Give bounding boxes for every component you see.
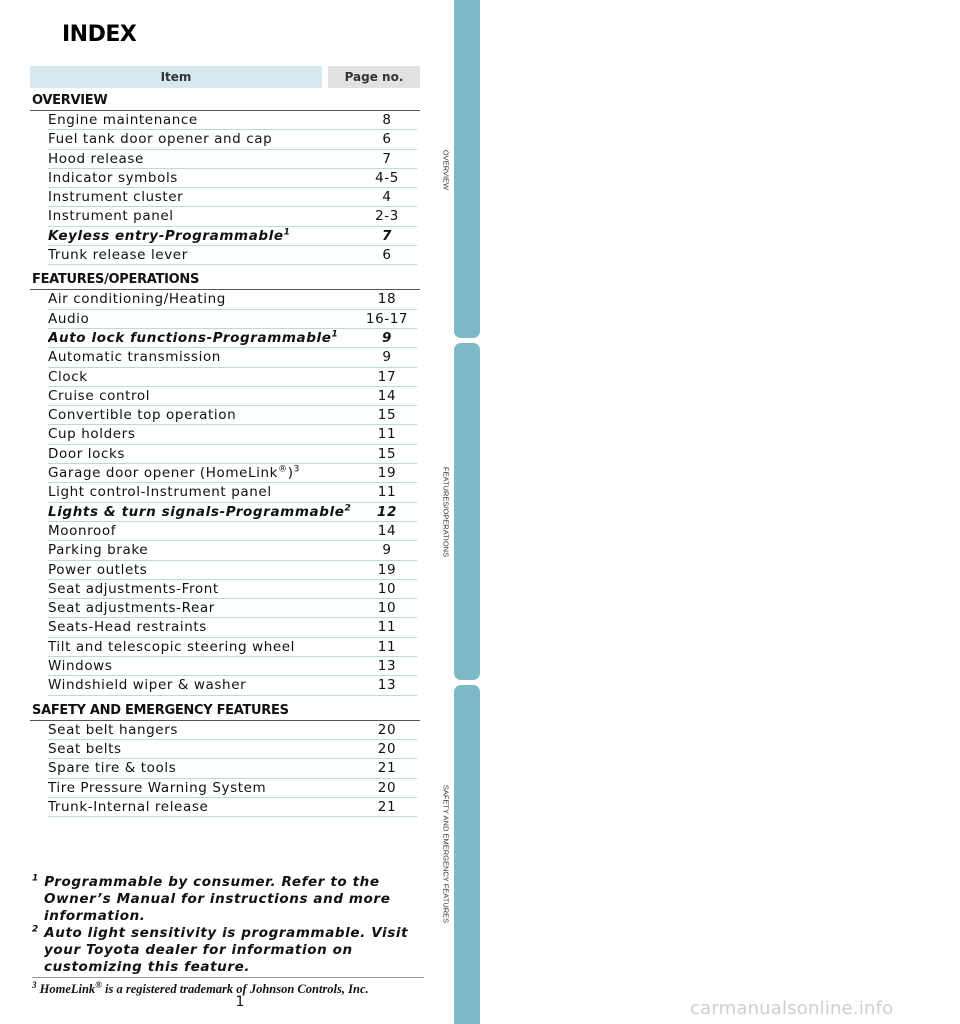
index-entry (48, 779, 417, 798)
entry-label-text: Hood release (48, 150, 144, 167)
registered-mark: ® (95, 979, 102, 990)
entry-page: 21 (377, 798, 397, 815)
footnote-1-text: Programmable by consumer. Refer to the Owner’s Manual for instructions and more information. (44, 874, 391, 924)
index-entry (48, 599, 417, 618)
index-entry (48, 130, 417, 149)
entry-label-tail: ) (287, 465, 294, 482)
entry-page: 11 (377, 638, 397, 655)
index-section (30, 271, 420, 695)
footnote-3-mark: 3 (32, 979, 37, 990)
entry-label-text: Tilt and telescopic steering wheel (48, 638, 296, 655)
section-title: SAFETY AND EMERGENCY FEATURES (30, 702, 420, 721)
index-entry (48, 657, 417, 676)
entry-label-text: Auto lock functions-Programmable (48, 329, 332, 346)
index-entry (48, 676, 417, 695)
registered-mark: ® (278, 464, 288, 475)
entry-label (48, 207, 357, 225)
index-entry (48, 464, 417, 483)
entry-label-text: Spare tire & tools (48, 760, 177, 777)
entry-label-text: Automatic transmission (48, 349, 221, 366)
entry-page: 11 (377, 619, 397, 636)
entry-label-text: Keyless entry-Programmable (48, 227, 284, 244)
entry-label-text: Seat adjustments-Front (48, 580, 219, 597)
entry-page: 14 (377, 387, 397, 404)
section-tabs (454, 0, 480, 1024)
column-header-page: Page no. (328, 66, 420, 88)
entry-label (48, 348, 357, 366)
entry-page: 20 (377, 740, 397, 757)
entry-label (48, 111, 357, 129)
index-entry (48, 561, 417, 580)
footnotes (32, 874, 424, 998)
entry-label (48, 759, 357, 777)
entry-page: 11 (377, 426, 397, 443)
entry-page: 4-5 (375, 169, 399, 186)
entry-label (48, 227, 357, 245)
page-number: 1 (235, 994, 245, 1010)
entry-label-text: Door locks (48, 445, 126, 462)
index-entry (48, 740, 417, 759)
entry-label-text: Light control-Instrument panel (48, 484, 272, 501)
footnote-ref: 1 (331, 329, 339, 340)
entry-page: 14 (377, 522, 397, 539)
index-entry (48, 721, 417, 740)
index-entry (48, 618, 417, 637)
entry-label (48, 169, 357, 187)
entry-page: 19 (377, 465, 397, 482)
entry-label (48, 310, 357, 328)
index-entry (48, 188, 417, 207)
index-section (30, 92, 420, 265)
footnote-2 (32, 925, 424, 976)
entry-page: 17 (377, 368, 397, 385)
entry-label (48, 246, 357, 264)
watermark: carmanualsonline.info (690, 998, 894, 1019)
index-entry (48, 483, 417, 502)
entry-page: 7 (382, 227, 392, 244)
entry-label (48, 464, 357, 482)
entry-page: 9 (382, 329, 392, 346)
index-entry (48, 638, 417, 657)
entry-label (48, 721, 357, 739)
index-entry (48, 368, 417, 387)
column-header-item: Item (30, 66, 322, 88)
entry-label (48, 618, 357, 636)
entry-page: 16-17 (365, 310, 409, 327)
entry-label-text: Parking brake (48, 542, 149, 559)
footnote-ref: 3 (293, 464, 300, 475)
index-entry (48, 227, 417, 246)
entry-label-text: Clock (48, 368, 88, 385)
entry-label-text: Cup holders (48, 426, 136, 443)
entry-label (48, 130, 357, 148)
tab-safety-emergency[interactable] (454, 685, 480, 1024)
entry-label-text: Engine maintenance (48, 112, 198, 128)
entry-page: 6 (382, 247, 392, 264)
entry-label-text: Seat belt hangers (48, 721, 178, 738)
entry-label-text: Cruise control (48, 387, 151, 404)
entry-page: 12 (377, 503, 397, 520)
entry-page: 4 (382, 189, 392, 206)
entry-page: 9 (382, 349, 392, 366)
footnote-ref: 2 (344, 503, 352, 514)
entry-label (48, 406, 357, 424)
entry-page: 21 (377, 760, 397, 777)
entry-label-text: Instrument panel (48, 208, 174, 225)
entry-label-text: Instrument cluster (48, 189, 184, 206)
entry-label (48, 740, 357, 758)
entry-label (48, 676, 357, 694)
entry-label (48, 599, 357, 617)
entry-page: 15 (377, 445, 397, 462)
entry-page: 13 (377, 677, 397, 694)
entry-page: 18 (377, 291, 397, 308)
footnote-ref: 1 (283, 227, 291, 238)
index-entry (48, 169, 417, 188)
entry-label (48, 425, 357, 443)
entry-label-text: Convertible top operation (48, 407, 237, 424)
section-title: FEATURES/OPERATIONS (30, 271, 420, 290)
entry-label (48, 290, 357, 308)
entry-label-text: Seat belts (48, 740, 122, 757)
entry-label (48, 483, 357, 501)
entry-page: 10 (377, 600, 397, 617)
entry-label (48, 580, 357, 598)
index-section (30, 702, 420, 817)
index-entry (48, 406, 417, 425)
entry-page: 7 (382, 150, 392, 167)
entry-label-text: Indicator symbols (48, 169, 178, 186)
index-entry (48, 522, 417, 541)
section-title: OVERVIEW (30, 92, 420, 111)
entry-page: 20 (377, 721, 397, 738)
footnote-1 (32, 874, 424, 925)
footnote-3-text: is a registered trademark of Johnson Controls, Inc. (101, 982, 369, 996)
entry-label-text: Windshield wiper & washer (48, 677, 247, 694)
entry-page: 8 (382, 112, 392, 128)
entry-label-text: Windows (48, 658, 113, 675)
entry-label-text: Power outlets (48, 561, 148, 578)
entry-label (48, 541, 357, 559)
index-entry (48, 207, 417, 226)
entry-page: 19 (377, 561, 397, 578)
footnote-3-brand: HomeLink (39, 982, 96, 996)
index-entry (48, 329, 417, 348)
entry-label-text: Audio (48, 310, 90, 327)
entry-label-text: Air conditioning/Heating (48, 291, 226, 308)
entry-page: 15 (377, 407, 397, 424)
entry-label-text: Lights & turn signals-Programmable (48, 503, 345, 520)
entry-label-text: Seat adjustments-Rear (48, 600, 215, 617)
index-entry (48, 445, 417, 464)
entry-label-text: Trunk-Internal release (48, 798, 209, 815)
entry-label (48, 561, 357, 579)
index-entry (48, 798, 417, 817)
entry-label-text: Moonroof (48, 522, 117, 539)
index-list (30, 92, 420, 823)
footnote-2-mark: 2 (32, 924, 39, 935)
entry-page: 9 (382, 542, 392, 559)
entry-page: 2-3 (375, 208, 399, 225)
entry-label (48, 445, 357, 463)
entry-label (48, 188, 357, 206)
entry-label (48, 638, 357, 656)
index-entry (48, 387, 417, 406)
index-entry (48, 580, 417, 599)
entry-label (48, 657, 357, 675)
entry-label (48, 329, 357, 347)
index-entry (48, 310, 417, 329)
index-entry (48, 290, 417, 309)
entry-label (48, 387, 357, 405)
entry-page: 11 (377, 484, 397, 501)
entry-page: 6 (382, 131, 392, 148)
footnote-2-text: Auto light sensitivity is programmable. Visit your Toyota dealer for information on customizing this feature. (44, 925, 409, 975)
entry-label-text: Seats-Head restraints (48, 619, 207, 636)
entry-label-text: Fuel tank door opener and cap (48, 131, 273, 148)
entry-label (48, 150, 357, 168)
entry-label-text: Trunk release lever (48, 247, 188, 264)
entry-label-text: Garage door opener (HomeLink (48, 465, 279, 482)
entry-label (48, 522, 357, 540)
index-entry (48, 111, 417, 130)
footnote-1-mark: 1 (32, 873, 39, 884)
index-entry (48, 759, 417, 778)
index-entry (48, 541, 417, 560)
entry-page: 13 (377, 658, 397, 675)
index-entry (48, 348, 417, 367)
entry-label-text: Tire Pressure Warning System (48, 779, 267, 796)
entry-label (48, 798, 357, 816)
entry-label (48, 368, 357, 386)
entry-page: 20 (377, 779, 397, 796)
index-entry (48, 150, 417, 169)
entry-page: 10 (377, 580, 397, 597)
tab-overview[interactable] (454, 0, 480, 338)
index-entry (48, 425, 417, 444)
entry-label (48, 779, 357, 797)
tab-features-operations[interactable] (454, 343, 480, 680)
index-entry (48, 246, 417, 265)
index-entry (48, 503, 417, 522)
page-title: INDEX (62, 22, 137, 47)
entry-label (48, 503, 357, 521)
